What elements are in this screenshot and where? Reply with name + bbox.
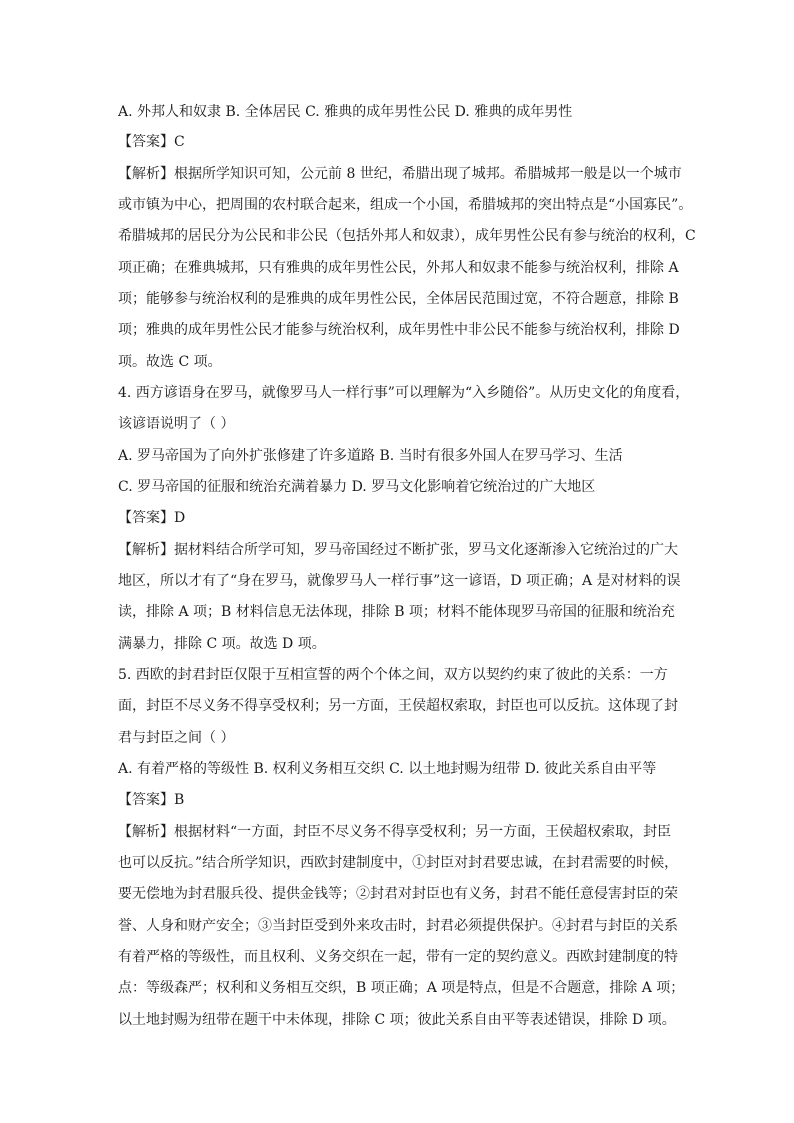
q4-analysis-line: 【解析】据材料结合所学可知，罗马帝国经过不断扩张，罗马文化逐渐渗入它统治过的广大 — [118, 542, 678, 558]
q3-analysis-line: 项。故选 C 项。 — [118, 354, 222, 370]
q5-analysis-line: 要无偿地为封君服兵役、提供金钱等；②封君对封臣也有义务，封君不能任意侵害封臣的荣 — [118, 886, 678, 902]
q3-analysis-line: 项；能够参与统治权利的是雅典的成年男性公民，全体居民范围过宽，不符合题意，排除 B — [118, 291, 679, 307]
q5-options: A. 有着严格的等级性 B. 权利义务相互交织 C. 以土地封赐为纽带 D. 彼此关系自由平等 — [118, 761, 657, 777]
q3-analysis-line: 【解析】根据所学知识可知，公元前 8 世纪，希腊出现了城邦。希腊城邦一般是以一个城市 — [118, 166, 682, 182]
q4-stem-line: 4. 西方谚语身在罗马，就像罗马人一样行事”可以理解为“入乡随俗”。从历史文化的角度看， — [118, 385, 690, 401]
q5-answer: 【答案】B — [118, 792, 185, 808]
q5-analysis-line: 以土地封赐为纽带在题干中未体现，排除 C 项；彼此关系自由平等表述错误，排除 D 项。 — [118, 1012, 676, 1028]
q5-analysis-line: 点：等级森严；权利和义务相互交织，B 项正确；A 项是特点，但是不合题意，排除 A 项； — [118, 980, 685, 996]
q4-option-line: C. 罗马帝国的征服和统治充满着暴力 D. 罗马文化影响着它统治过的广大地区 — [118, 479, 596, 495]
q3-analysis-line: 项；雅典的成年男性公民才能参与统治权利，成年男性中非公民不能参与统治权利，排除 D — [118, 322, 680, 338]
q5-analysis-line: 【解析】根据材料“一方面，封臣不尽义务不得享受权利；另一方面，王侯超权索取，封臣 — [118, 824, 672, 840]
q5-analysis-line: 也可以反抗。”结合所学知识，西欧封建制度中，①封臣对封君要忠诚，在封君需要的时候， — [118, 855, 679, 871]
q3-answer: 【答案】C — [118, 134, 185, 150]
q3-analysis-line: 希腊城邦的居民分为公民和非公民（包括外邦人和奴隶），成年男性公民有参与统治的权利，C — [118, 228, 696, 244]
q3-options: A. 外邦人和奴隶 B. 全体居民 C. 雅典的成年男性公民 D. 雅典的成年男性 — [118, 104, 573, 120]
q4-analysis-line: 满暴力，排除 C 项。故选 D 项。 — [118, 636, 326, 652]
q5-stem-line: 面，封臣不尽义务不得享受权利；另一方面，王侯超权索取，封臣也可以反抗。这体现了封 — [118, 698, 678, 714]
q4-stem-line: 该谚语说明了（ ） — [118, 416, 235, 432]
q5-stem-line: 君与封臣之间（ ） — [118, 730, 235, 746]
q3-analysis-line: 或市镇为中心，把周围的农村联合起来，组成一个小国，希腊城邦的突出特点是“小国寡民”。 — [118, 197, 693, 213]
q4-option-line: A. 罗马帝国为了向外扩张修建了许多道路 B. 当时有很多外国人在罗马学习、生活 — [118, 448, 623, 464]
q4-analysis-line: 地区，所以才有了“身在罗马，就像罗马人一样行事”这一谚语，D 项正确；A 是对材料的误 — [118, 573, 681, 589]
q3-analysis-line: 项正确；在雅典城邦，只有雅典的成年男性公民，外邦人和奴隶不能参与统治权利，排除 A — [118, 260, 679, 276]
q4-answer: 【答案】D — [118, 510, 186, 526]
q4-analysis-line: 读，排除 A 项；B 材料信息无法体现，排除 B 项；材料不能体现罗马帝国的征服和统治充 — [118, 604, 675, 620]
q5-analysis-line: 誉、人身和财产安全；③当封臣受到外来攻击时，封君必须提供保护。④封君与封臣的关系 — [118, 918, 678, 934]
q5-analysis-line: 有着严格的等级性，而且权利、义务交织在一起，带有一定的契约意义。西欧封建制度的特 — [118, 949, 678, 965]
q5-stem-line: 5. 西欧的封君封臣仅限于互相宣誓的两个个体之间，双方以契约约束了彼此的关系：一方 — [118, 667, 668, 683]
